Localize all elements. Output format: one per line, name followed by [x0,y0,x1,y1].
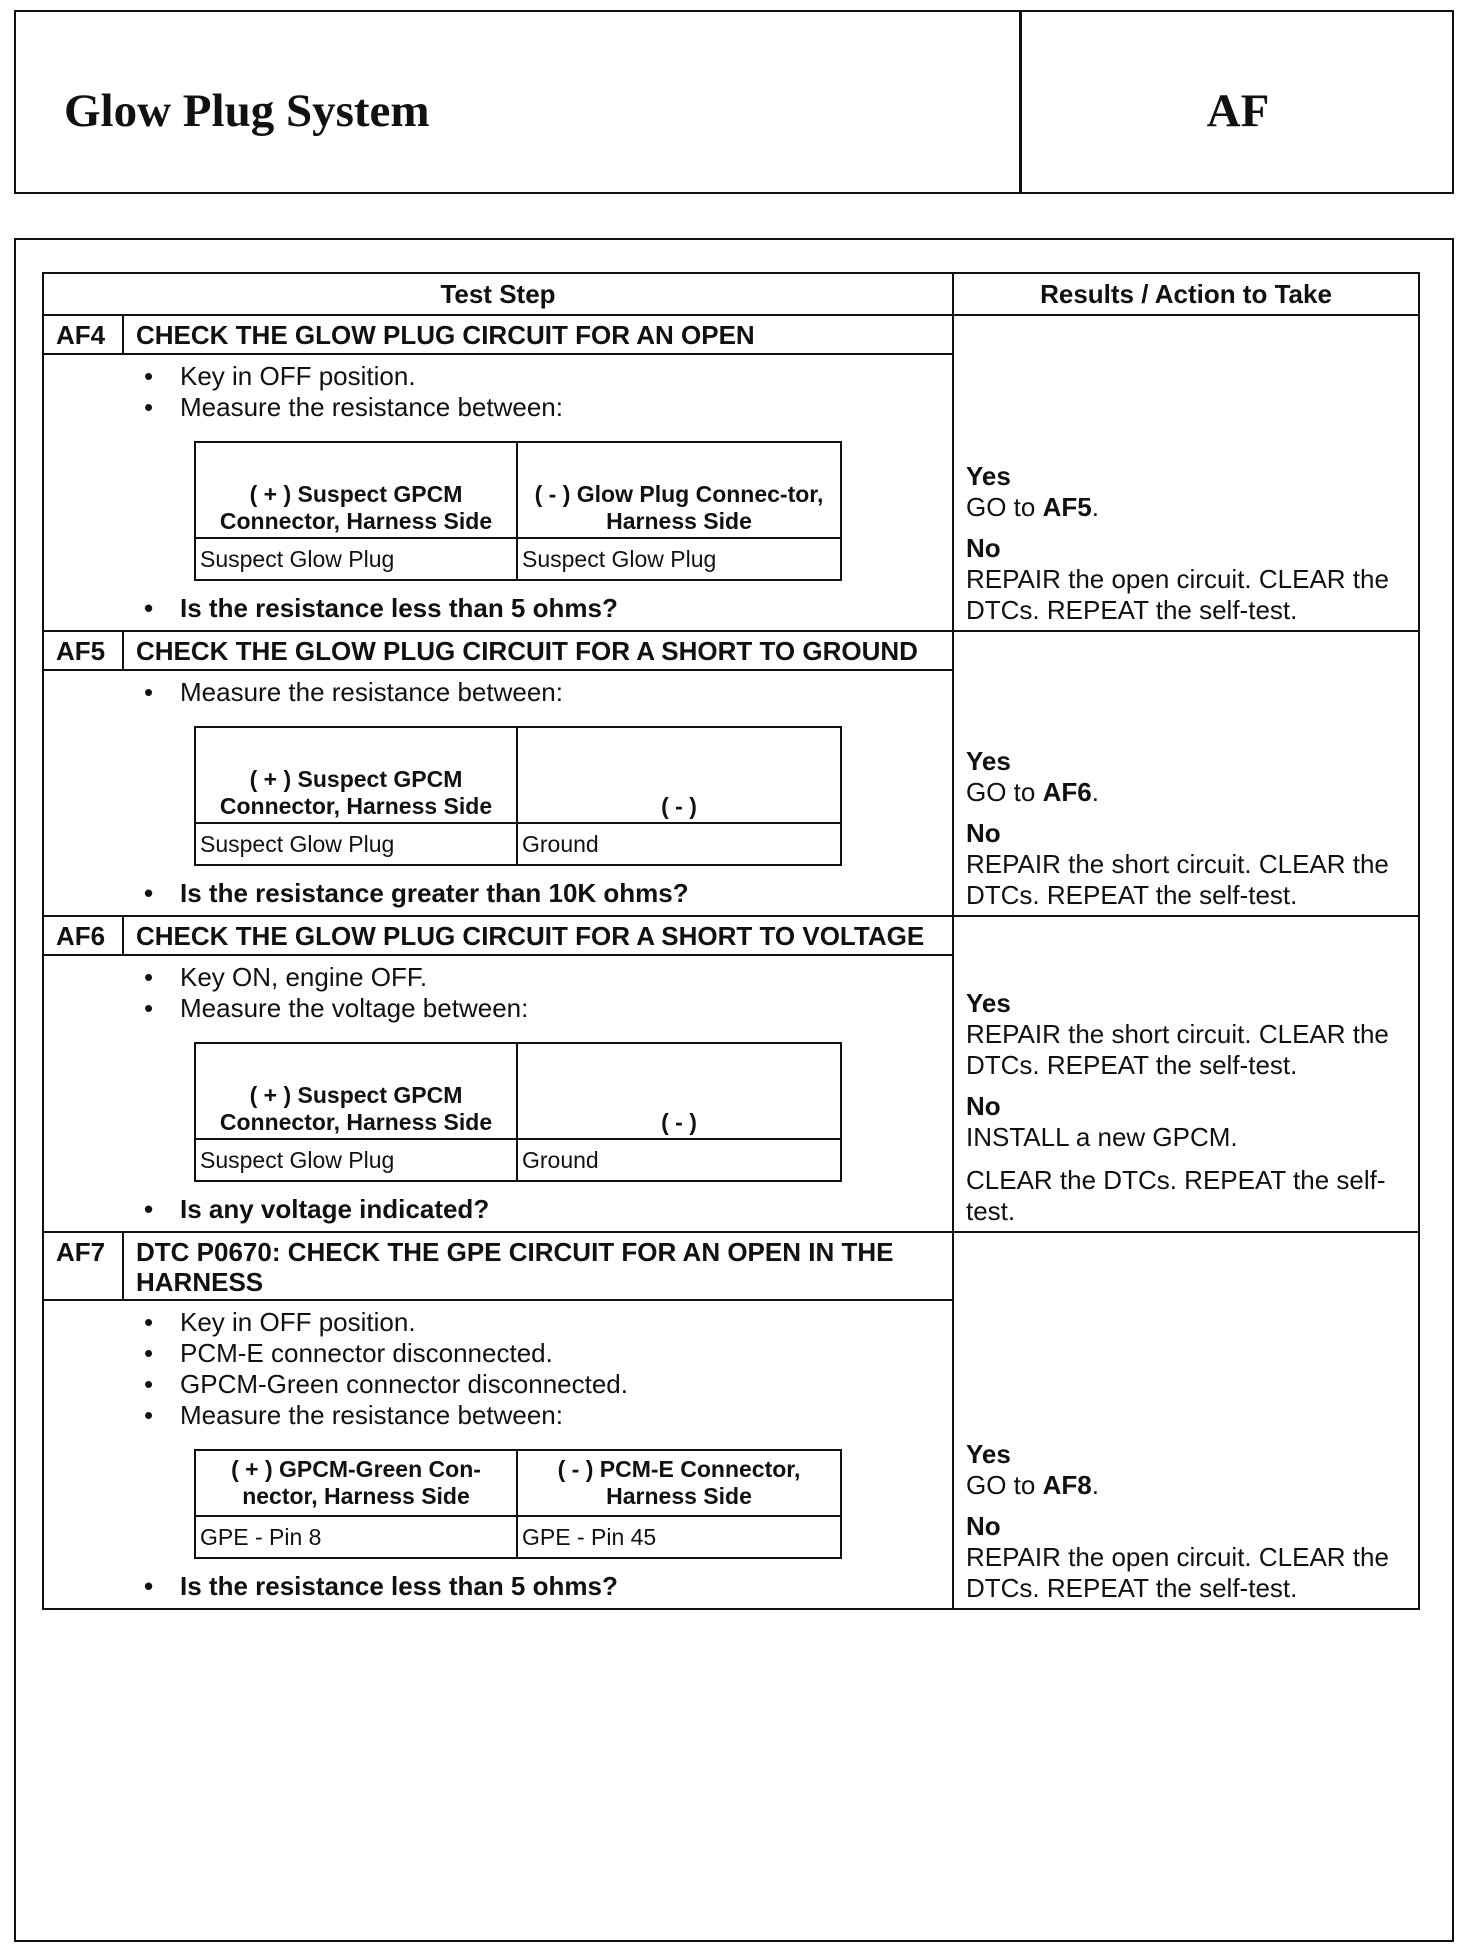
result-no-label: No [966,818,1001,848]
result-yes-text [966,492,1418,523]
step-body [44,956,952,1231]
meas-value-positive: Suspect Glow Plug [195,823,517,865]
step-header [44,917,952,956]
measurement-table [194,726,842,866]
bullet-item: • Measure the voltage between: [140,993,952,1024]
result-yes-text [966,777,1418,808]
result-no-text: REPAIR the open circuit. CLEAR the DTCs. REPEAT the self-test. [966,1542,1389,1603]
meas-header-positive: ( + ) Suspect GPCM Connector, Harness Side [195,442,517,538]
meas-header-positive: ( + ) Suspect GPCM Connector, Harness Side [195,727,517,823]
step-cell [43,631,953,916]
step-row-af5 [43,631,1419,916]
meas-header-positive: ( + ) Suspect GPCM Connector, Harness Side [195,1043,517,1139]
yes-prefix: GO to [966,1470,1043,1500]
result-no-text: INSTALL a new GPCM. [966,1122,1238,1152]
step-id: AF7 [44,1233,124,1299]
meas-header-negative: ( - ) [517,727,841,823]
result-yes-label: Yes [966,461,1011,491]
result-no-label: No [966,1511,1001,1541]
meas-header-negative: ( - ) Glow Plug Connec-tor, Harness Side [517,442,841,538]
meas-header-negative: ( - ) PCM-E Connector, Harness Side [517,1450,841,1516]
step-title: CHECK THE GLOW PLUG CIRCUIT FOR A SHORT TO VOLTAGE [136,921,925,951]
bullet-item: • Key in OFF position. [140,1307,952,1338]
result-cell [953,631,1419,916]
step-header [44,316,952,355]
result-yes-label: Yes [966,988,1011,1018]
result-no-text-2: CLEAR the DTCs. REPEAT the self-test. [966,1165,1386,1226]
step-cell [43,1232,953,1609]
step-question: • Is the resistance greater than 10K ohms? [140,878,952,909]
table-header-row [43,273,1419,315]
yes-suffix: . [1091,1470,1099,1500]
result-no-text: REPAIR the short circuit. CLEAR the DTCs. REPEAT the self-test. [966,849,1389,910]
goto-target: AF5 [1042,492,1092,522]
result-yes-text [966,1470,1418,1501]
yes-prefix: GO to [966,777,1043,807]
bullet-item: • PCM-E connector disconnected. [140,1338,952,1369]
bullet-item: • Measure the resistance between: [140,1400,952,1431]
meas-value-negative: Ground [517,1139,841,1181]
result-cell [953,315,1419,631]
step-title: CHECK THE GLOW PLUG CIRCUIT FOR AN OPEN [136,320,755,350]
meas-header-negative: ( - ) [517,1043,841,1139]
yes-prefix: GO to [966,492,1043,522]
step-title: DTC P0670: CHECK THE GPE CIRCUIT FOR AN OPEN IN THE HARNESS [136,1237,894,1297]
step-question: • Is the resistance less than 5 ohms? [140,593,952,624]
bullet-item: • Key ON, engine OFF. [140,962,952,993]
col-header-test-step: Test Step [43,273,953,315]
step-header [44,632,952,671]
meas-header-positive: ( + ) GPCM-Green Con-nector, Harness Side [195,1450,517,1516]
step-row-af4 [43,315,1419,631]
bullet-item: • Measure the resistance between: [140,392,952,423]
step-cell [43,916,953,1232]
result-cell [953,916,1419,1232]
step-header [44,1233,952,1301]
result-no-label: No [966,533,1001,563]
measurement-table [194,441,842,581]
meas-value-negative: Ground [517,823,841,865]
step-title: CHECK THE GLOW PLUG CIRCUIT FOR A SHORT TO GROUND [136,636,918,666]
result-yes-text: REPAIR the short circuit. CLEAR the DTCs. REPEAT the self-test. [966,1019,1389,1080]
meas-value-positive: GPE - Pin 8 [195,1516,517,1558]
step-row-af6 [43,916,1419,1232]
bullet-item: • Measure the resistance between: [140,677,952,708]
result-yes-label: Yes [966,746,1011,776]
measurement-table [194,1449,842,1559]
meas-value-positive: Suspect Glow Plug [195,538,517,580]
result-no-label: No [966,1091,1001,1121]
step-id: AF4 [44,316,124,353]
result-cell [953,1232,1419,1609]
step-id: AF6 [44,917,124,954]
page-header [14,10,1454,194]
step-body [44,355,952,630]
step-body [44,671,952,915]
step-row-af7 [43,1232,1419,1609]
col-header-results: Results / Action to Take [953,273,1419,315]
meas-value-negative: Suspect Glow Plug [517,538,841,580]
step-cell [43,315,953,631]
step-question: • Is any voltage indicated? [140,1194,952,1225]
bullet-item: • GPCM-Green connector disconnected. [140,1369,952,1400]
page-title: Glow Plug System [64,85,430,137]
bullet-item: • Key in OFF position. [140,361,952,392]
section-code: AF [1206,85,1270,137]
step-id: AF5 [44,632,124,669]
meas-value-positive: Suspect Glow Plug [195,1139,517,1181]
result-no-text: REPAIR the open circuit. CLEAR the DTCs. REPEAT the self-test. [966,564,1389,625]
yes-suffix: . [1091,492,1099,522]
goto-target: AF8 [1042,1470,1092,1500]
step-body [44,1301,952,1608]
meas-value-negative: GPE - Pin 45 [517,1516,841,1558]
measurement-table [194,1042,842,1182]
test-step-table [42,272,1420,1610]
goto-target: AF6 [1042,777,1092,807]
yes-suffix: . [1091,777,1099,807]
result-yes-label: Yes [966,1439,1011,1469]
step-question: • Is the resistance less than 5 ohms? [140,1571,952,1602]
